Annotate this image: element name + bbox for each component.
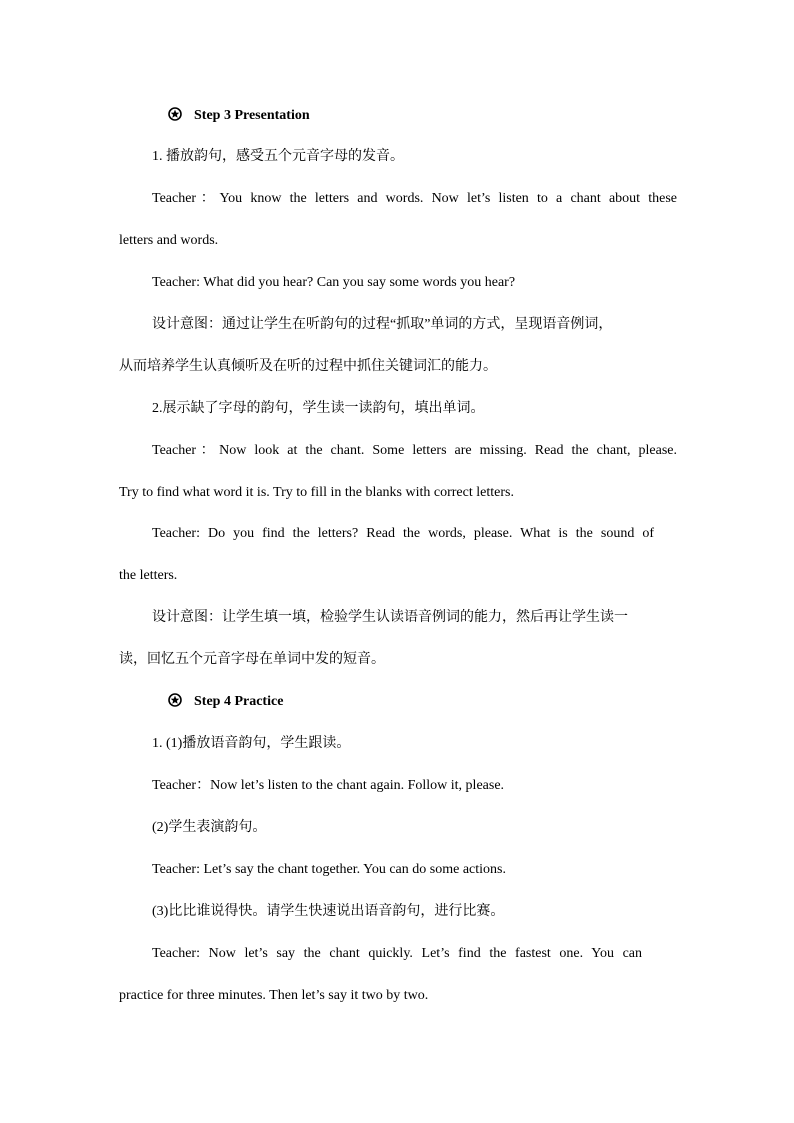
step4-heading (0, 692, 794, 712)
step3-p5: 2.展示缺了字母的韵句，学生读一读韵句，填出单词。 (152, 401, 485, 416)
step3-p6-line2: Try to find what word it is. Try to fill in the blanks with correct letters. (119, 485, 514, 500)
step4-p2: Teacher：Now let’s listen to the chant again. Follow it, please. (152, 778, 505, 793)
step4-p5: (3)比比谁说得快。请学生快速说出语音韵句，进行比赛。 (152, 904, 505, 919)
step3-p2-line1 (0, 189, 794, 209)
step3-p8-line2: 读，回忆五个元音字母在单词中发的短音。 (119, 652, 385, 667)
step3-p1: 1. 播放韵句，感受五个元音字母的发音。 (152, 149, 404, 164)
step3-p2-line1-text: Teacher：You know the letters and words. Now let’s listen to a chant about these (152, 191, 677, 206)
star-circle-icon (168, 693, 182, 707)
step3-p7-line2: the letters. (119, 568, 178, 583)
step3-p4-line2: 从而培养学生认真倾听及在听的过程中抓住关键词汇的能力。 (119, 359, 497, 374)
step3-heading (0, 106, 794, 126)
step4-p3: (2)学生表演韵句。 (152, 820, 267, 835)
step3-p7-line1-text: Teacher: Do you find the letters? Read the words, please. What is the sound of (152, 526, 654, 541)
step4-p6-line2: practice for three minutes. Then let’s say it two by two. (119, 988, 429, 1003)
step3-heading-text: Step 3 Presentation (194, 108, 310, 123)
step3-p2-line2: letters and words. (119, 233, 219, 248)
step3-p6-line1 (0, 441, 794, 461)
step4-p6-line1 (0, 944, 794, 964)
step3-p8-line1: 设计意图：让学生填一填，检验学生认读语音例词的能力，然后再让学生读一 (152, 610, 628, 625)
step4-p6-line1-text: Teacher: Now let’s say the chant quickly. Let’s find the fastest one. You can (152, 946, 642, 961)
step3-p6-line1-text: Teacher：Now look at the chant. Some letters are missing. Read the chant, please. (152, 443, 677, 458)
step4-p1: 1. (1)播放语音韵句，学生跟读。 (152, 736, 351, 751)
step4-heading-text: Step 4 Practice (194, 694, 284, 709)
step3-p3: Teacher: What did you hear? Can you say some words you hear? (152, 275, 516, 290)
step4-p4: Teacher: Let’s say the chant together. You can do some actions. (152, 862, 506, 877)
step3-p4-line1: 设计意图：通过让学生在听韵句的过程“抓取”单词的方式，呈现语音例词， (152, 317, 613, 332)
step3-p7-line1 (0, 524, 794, 544)
star-circle-icon (168, 107, 182, 121)
